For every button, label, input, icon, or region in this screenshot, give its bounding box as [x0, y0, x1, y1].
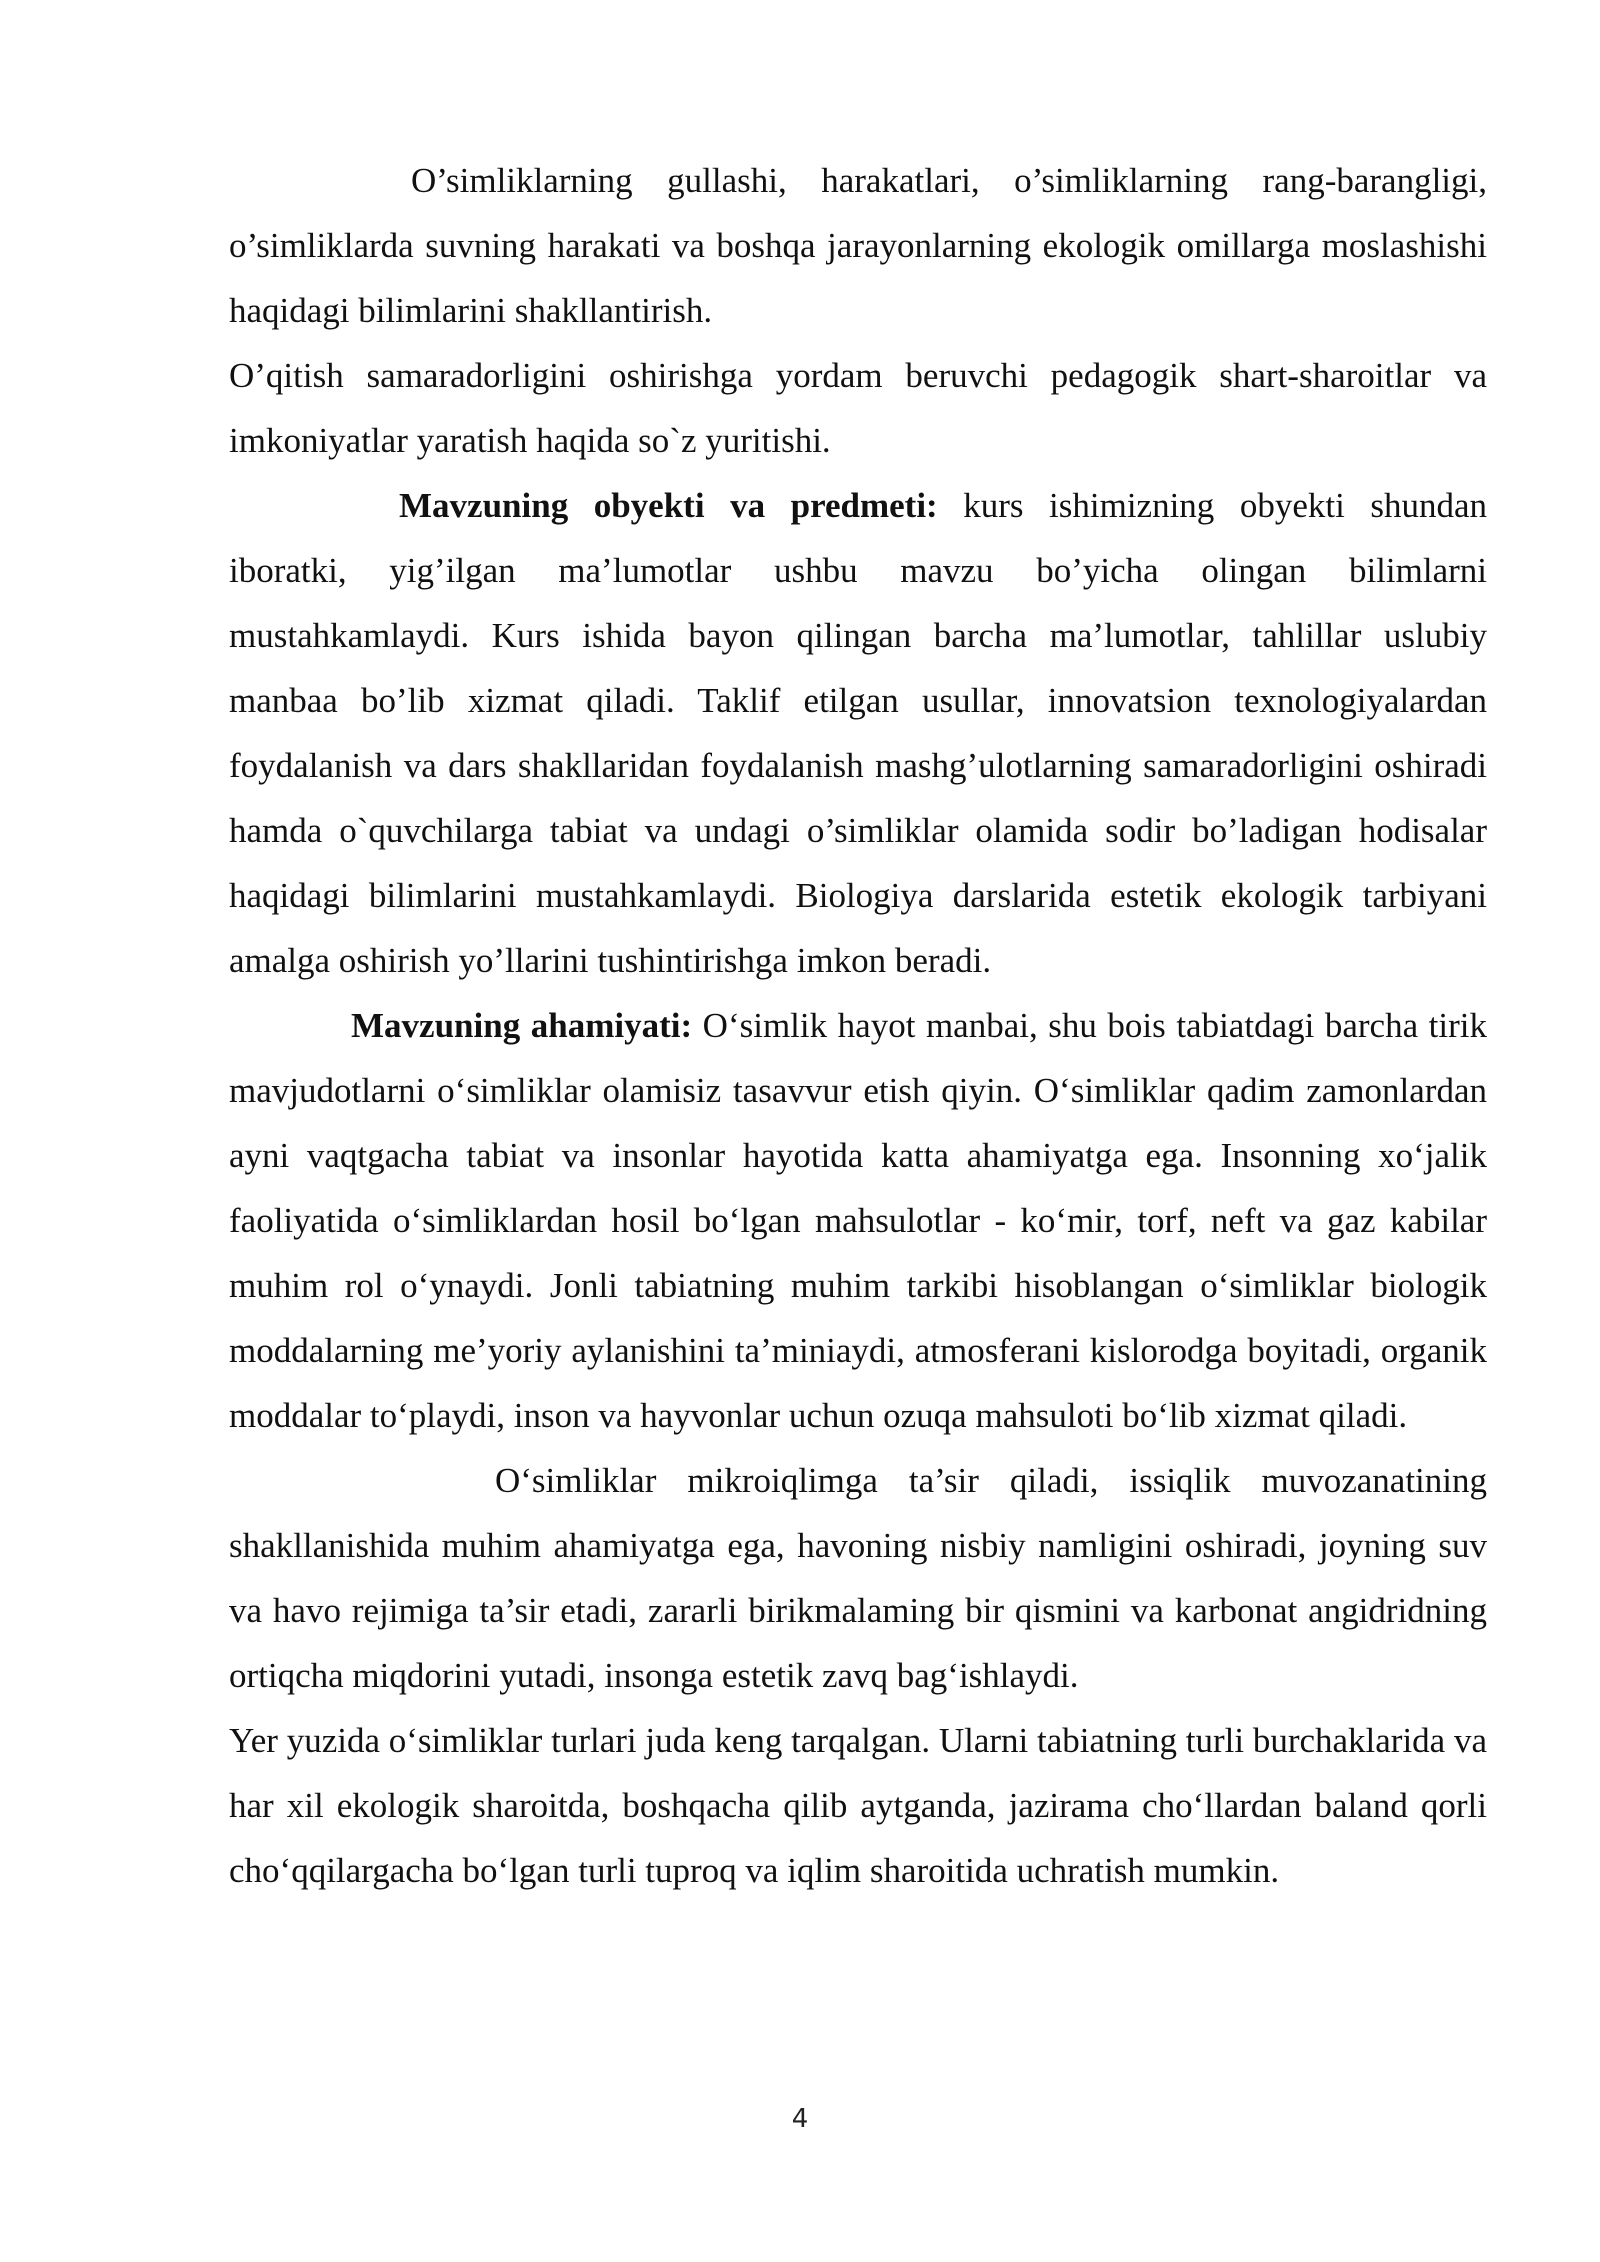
paragraph-text: O’simliklarning gullashi, harakatlari, o’simliklarning rang-barangligi, o’simliklarda suvning harakati va boshqa jarayonlarning ekologik omillarga moslashishi haqidagi bilimlarini shakllantirish. [229, 161, 1487, 330]
paragraph-teaching-efficiency [229, 343, 1487, 473]
paragraph-text: O‘simlik hayot manbai, shu bois tabiatdagi barcha tirik mavjudotlarni o‘simliklar olamisiz tasavvur etish qiyin. O‘simliklar qadim zamonlardan ayni vaqtgacha tabiat va insonlar hayotida katta ahamiyatga ega. Insonning xo‘jalik faoliyatida o‘simliklardan hosil bo‘lgan mahsulotlar - ko‘mir, torf, neft va gaz kabilar muhim rol o‘ynaydi. Jonli tabiatning muhim tarkibi hisoblangan o‘simliklar biologik moddalarning me’yoriy aylanishini ta’miniaydi, atmosferani kislorodga boyitadi, organik moddalar to‘playdi, inson va hayvonlar uchun ozuqa mahsuloti bo‘lib xizmat qiladi. [229, 1006, 1487, 1435]
paragraph-object-and-subject [229, 473, 1487, 993]
paragraph-text: O’qitish samaradorligini oshirishga yordam beruvchi pedagogik shart-sharoitlar va imkoniyatlar yaratish haqida so`z yuritishi. [229, 356, 1487, 460]
paragraph-microclimate [229, 1448, 1487, 1708]
section-heading-importance: Mavzuning ahamiyati: [351, 1006, 693, 1045]
paragraph-ecological-adaptation [229, 148, 1487, 343]
page-number: 4 [791, 2104, 809, 2134]
paragraph-importance [229, 993, 1487, 1448]
paragraph-distribution [229, 1708, 1487, 1903]
page-body [229, 148, 1487, 1903]
section-heading-object: Mavzuning obyekti va predmeti: [399, 486, 938, 525]
paragraph-text: kurs ishimizning obyekti shundan iboratki, yig’ilgan ma’lumotlar ushbu mavzu bo’yicha olingan bilimlarni mustahkamlaydi. Kurs ishida bayon qilingan barcha ma’lumotlar, tahlillar uslubiy manbaa bo’lib xizmat qiladi. Taklif etilgan usullar, innovatsion texnologiyalardan foydalanish va dars shakllaridan foydalanish mashg’ulotlarning samaradorligini oshiradi hamda o`quvchilarga tabiat va undagi o’simliklar olamida sodir bo’ladigan hodisalar haqidagi bilimlarini mustahkamlaydi. Biologiya darslarida estetik ekologik tarbiyani amalga oshirish yo’llarini tushintirishga imkon beradi. [229, 486, 1487, 980]
paragraph-text: Yer yuzida o‘simliklar turlari juda keng tarqalgan. Ularni tabiatning turli burchaklarida va har xil ekologik sharoitda, boshqacha qilib aytganda, jazirama cho‘llardan baland qorli cho‘qqilargacha bo‘lgan turli tuproq va iqlim sharoitida uchratish mumkin. [229, 1721, 1488, 1890]
paragraph-text: O‘simliklar mikroiqlimga ta’sir qiladi, issiqlik muvozanatining shakllanishida muhim ahamiyatga ega, havoning nisbiy namligini oshiradi, joyning suv va havo rejimiga ta’sir etadi, zararli birikmalaming bir qismini va karbonat angidridning ortiqcha miqdorini yutadi, insonga estetik zavq bag‘ishlaydi. [229, 1461, 1487, 1695]
